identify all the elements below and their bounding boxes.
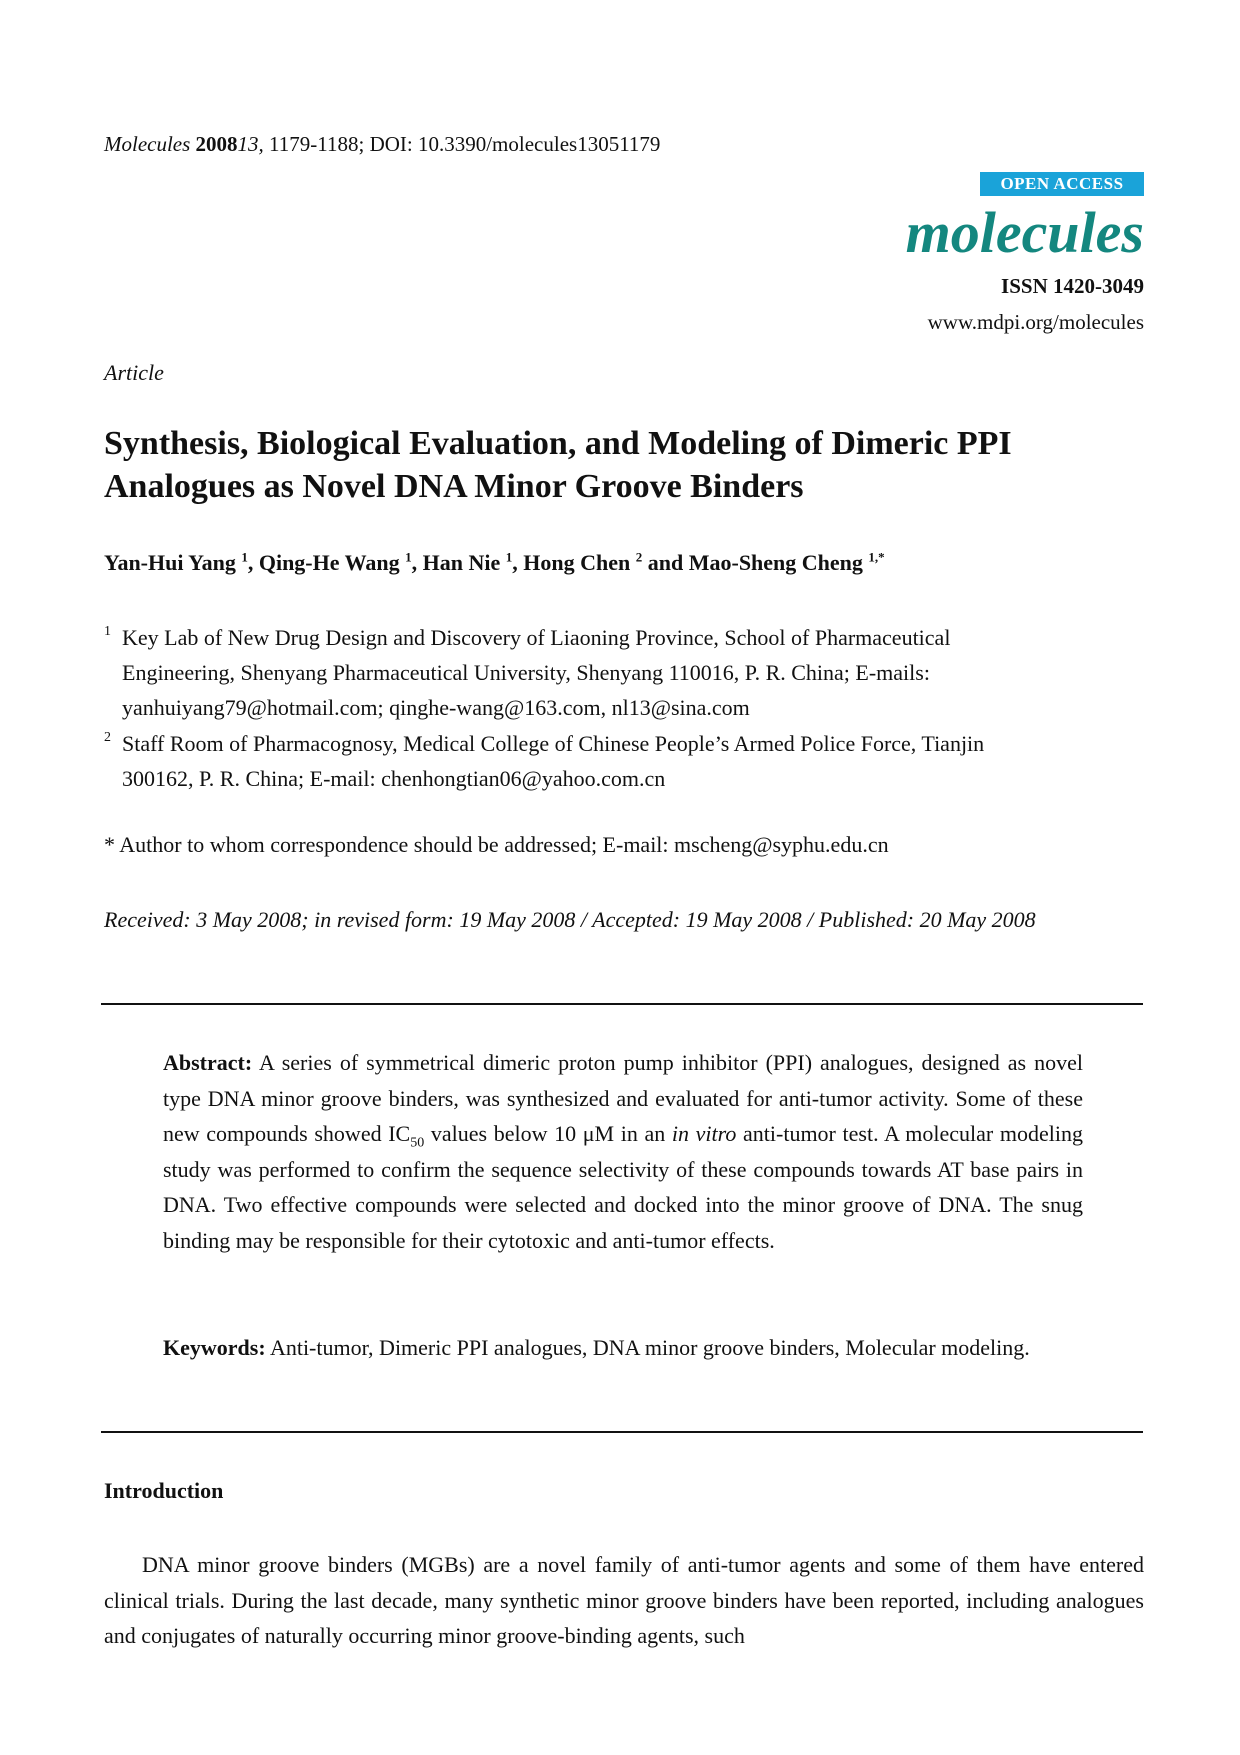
affiliation-line: Key Lab of New Drug Design and Discovery of Liaoning Province, School of Pharmaceutical (122, 625, 951, 650)
author-affiliation-mark: 1 (405, 549, 412, 565)
citation-year: 2008 (195, 132, 238, 156)
journal-logo: molecules (905, 200, 1144, 265)
author-separator: , (247, 550, 259, 575)
abstract-text: values below 10 μM in an (424, 1121, 672, 1146)
author-separator: and (642, 550, 689, 575)
affiliation-2 (104, 726, 1144, 796)
citation-line (104, 132, 660, 157)
in-vitro-term: in vitro (671, 1121, 737, 1146)
author-affiliation-mark: 2 (635, 549, 643, 565)
author-separator: , (512, 550, 524, 575)
paper-title: Synthesis, Biological Evaluation, and Modeling of Dimeric PPI Analogues as Novel DNA Minor Groove Binders (104, 425, 1012, 505)
author-name: Yan-Hui Yang (104, 550, 236, 575)
introduction-paragraph: DNA minor groove binders (MGBs) are a novel family of anti-tumor agents and some of them have entered clinical trials. During the last decade, many synthetic minor groove binders have been reported, including analogues and conjugates of naturally occurring minor groove-binding agents, such (104, 1552, 1144, 1648)
abstract-text: anti-tumor test. A molecular modeling study was performed to confirm the sequence selectivity of these compounds towards AT base pairs in DNA. Two effective compounds were selected and docked into the minor groove of DNA. The snug binding may be responsible for their cytotoxic and anti-tumor effects. (163, 1121, 1083, 1253)
section-heading: Introduction (104, 1478, 224, 1503)
author-list (104, 550, 885, 576)
open-access-badge: OPEN ACCESS (980, 172, 1144, 196)
divider-top (101, 1003, 1143, 1005)
keywords-text: Anti-tumor, Dimeric PPI analogues, DNA minor groove binders, Molecular modeling. (265, 1335, 1030, 1360)
affiliation-number: 1 (104, 624, 111, 639)
affiliation-number: 2 (104, 730, 111, 745)
journal-name: Molecules (104, 132, 191, 156)
citation-volume: 13, (237, 132, 264, 156)
publication-dates: Received: 3 May 2008; in revised form: 19 May 2008 / Accepted: 19 May 2008 / Published: 20 May 2008 (104, 907, 1036, 932)
author-name: Hong Chen (523, 550, 631, 575)
author-affiliation-mark: 1 (505, 549, 513, 565)
article-type: Article (104, 360, 164, 385)
author-name: Han Nie (422, 550, 501, 575)
author-separator: , (411, 550, 423, 575)
ic50-subscript: 50 (410, 1135, 425, 1151)
affiliation-1 (104, 620, 1144, 725)
issn: ISSN 1420-3049 (1001, 274, 1144, 298)
affiliation-line: Engineering, Shenyang Pharmaceutical University, Shenyang 110016, P. R. China; E-mails: (122, 660, 930, 685)
abstract-label: Abstract: (163, 1050, 253, 1075)
affiliation-line: yanhuiyang79@hotmail.com; qinghe-wang@163.com, nl13@sina.com (122, 695, 750, 720)
author-name: Qing-He Wang (258, 550, 400, 575)
keywords-label: Keywords: (163, 1335, 266, 1360)
correspondence-note: * Author to whom correspondence should be addressed; E-mail: mscheng@syphu.edu.cn (104, 832, 889, 857)
author-affiliation-mark: 1,* (868, 549, 885, 565)
journal-website: www.mdpi.org/molecules (927, 310, 1144, 334)
abstract (163, 1045, 1083, 1258)
divider-bottom (101, 1431, 1143, 1433)
affiliation-line: Staff Room of Pharmacognosy, Medical College of Chinese People’s Armed Police Force, Tianjin (122, 731, 985, 756)
affiliation-line: 300162, P. R. China; E-mail: chenhongtian06@yahoo.com.cn (122, 766, 666, 791)
abstract-text: A series of symmetrical dimeric proton pump inhibitor (PPI) analogues, designed as novel type DNA minor groove binders, was synthesized and evaluated for anti-tumor activity. Some of these new compounds showed IC (163, 1050, 1083, 1146)
author-name: Mao-Sheng Cheng (688, 550, 863, 575)
keywords (163, 1330, 1083, 1366)
citation-pages-doi: 1179-1188; DOI: 10.3390/molecules13051179 (269, 132, 661, 156)
author-affiliation-mark: 1 (241, 549, 248, 565)
